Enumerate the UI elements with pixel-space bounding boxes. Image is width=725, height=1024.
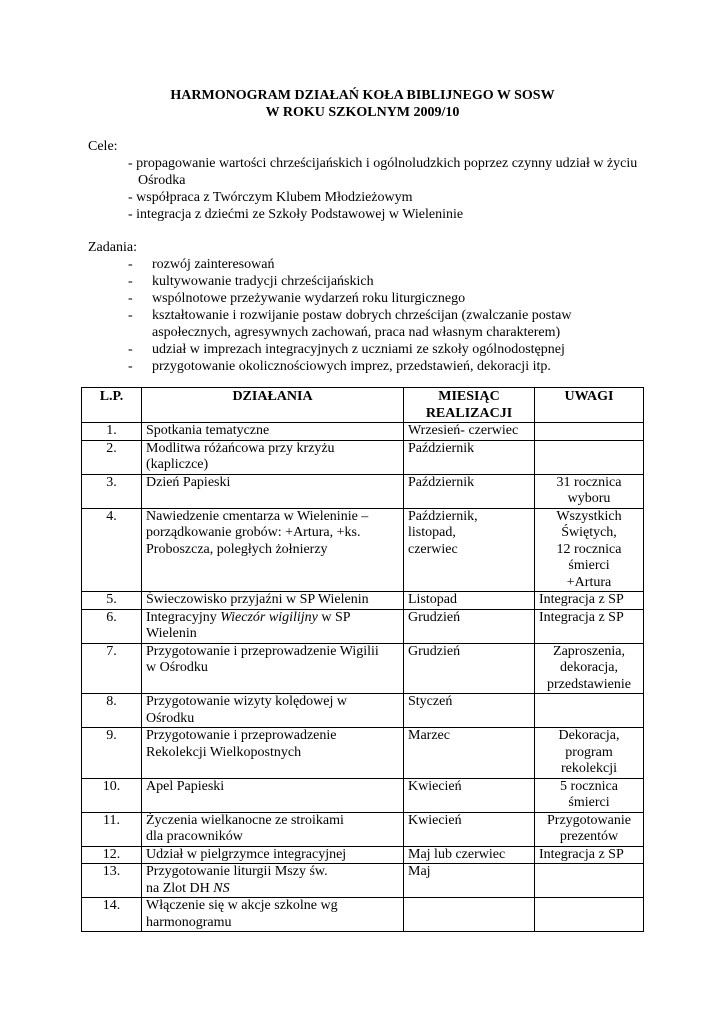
cell-lp: 1. (82, 423, 142, 441)
cell-text-italic: Wieczór wigilijny (220, 609, 318, 625)
task-item: - kształtowanie i rozwijanie postaw dobrych chrześcijan (zwalczanie postaw aspołecznych, agresywnych zachowań, praca nad własnym charakterem) (128, 308, 572, 340)
goal-item: - współpraca z Twórczym Klubem Młodzieżowym (128, 190, 413, 205)
task-item: - kultywowanie tradycji chrześcijańskich (128, 274, 374, 289)
cell-month (404, 864, 535, 898)
cell-line: Maj lub czerwiec (408, 846, 506, 862)
cell-notes (535, 812, 644, 846)
table-row (82, 643, 644, 694)
cell-text-italic: NS (213, 880, 230, 896)
cell-month (404, 694, 535, 728)
table-row (82, 898, 644, 932)
cell-line: harmonogramu (146, 914, 232, 930)
cell-action (142, 508, 404, 592)
cell-line: Świętych, (561, 525, 617, 540)
cell-action (142, 864, 404, 898)
goal-item: - propagowanie wartości chrześcijańskich i ogólnoludzkich poprzez czynny udział w życiu Ośrodka (128, 156, 638, 188)
tasks-list (128, 256, 648, 375)
cell-line: Marzec (408, 728, 450, 743)
cell-line: Włączenie się w akcje szkolne wg (146, 898, 338, 913)
cell-lp: 8. (82, 694, 142, 728)
cell-line: porządkowanie grobów: +Artura, +ks. (146, 525, 361, 540)
cell-action (142, 812, 404, 846)
cell-notes (535, 846, 644, 864)
cell-month (404, 474, 535, 508)
cell-line: Kwiecień (408, 812, 462, 828)
cell-month (404, 898, 535, 932)
cell-action (142, 592, 404, 610)
cell-notes (535, 423, 644, 441)
header-notes: UWAGI (535, 388, 644, 423)
cell-lp: 14. (82, 898, 142, 932)
cell-line: Udział w pielgrzymce integracyjnej (146, 846, 347, 862)
cell-action (142, 643, 404, 694)
cell-line: prezentów (559, 829, 619, 844)
cell-line: Grudzień (408, 609, 461, 625)
cell-line: Dzień Papieski (146, 474, 231, 490)
cell-text: Integracyjny (146, 609, 221, 625)
cell-line: program (565, 744, 613, 760)
cell-line: Proboszcza, poległych żołnierzy (146, 541, 328, 557)
cell-line: Przygotowanie i przeprowadzenie (146, 728, 337, 743)
cell-line: Wrzesień- czerwiec (408, 423, 519, 438)
cell-line: Apel Papieski (146, 778, 225, 794)
cell-action (142, 609, 404, 643)
cell-line: dekoracja, (560, 660, 618, 675)
cell-line: Przygotowanie wizyty kolędowej w (146, 694, 348, 709)
cell-notes (535, 474, 644, 508)
table-header-row (82, 388, 644, 423)
cell-line: Grudzień (408, 643, 461, 659)
cell-line: Nawiedzenie cmentarza w Wieleninie – (146, 508, 369, 524)
cell-month (404, 592, 535, 610)
cell-lp: 11. (82, 812, 142, 846)
cell-line: Przygotowanie i przeprowadzenie Wigilii (146, 643, 379, 659)
cell-month (404, 846, 535, 864)
tasks-label: Zadania: (88, 240, 137, 255)
table-row (82, 474, 644, 508)
cell-notes (535, 609, 644, 643)
table-row (82, 609, 644, 643)
cell-lp: 13. (82, 864, 142, 898)
table-row (82, 846, 644, 864)
cell-line: (kapliczce) (146, 457, 209, 472)
cell-lp: 3. (82, 474, 142, 508)
task-item: - rozwój zainteresowań (128, 257, 275, 272)
document-subtitle: W ROKU SZKOLNYM 2009/10 (265, 105, 460, 120)
cell-line: Modlitwa różańcowa przy krzyżu (146, 440, 335, 456)
cell-lp: 12. (82, 846, 142, 864)
schedule-table (81, 387, 644, 932)
table-row (82, 778, 644, 812)
cell-line: Świeczowisko przyjaźni w SP Wielenin (146, 592, 369, 607)
table-row (82, 864, 644, 898)
goals-label: Cele: (88, 139, 118, 154)
cell-line: śmierci (568, 558, 610, 573)
cell-action (142, 423, 404, 441)
cell-line: Wielenin (146, 626, 197, 641)
cell-line: Wszystkich (556, 508, 622, 524)
cell-lp: 2. (82, 440, 142, 474)
cell-line: listopad, (408, 525, 456, 540)
cell-action (142, 474, 404, 508)
cell-month (404, 643, 535, 694)
cell-month (404, 609, 535, 643)
cell-month (404, 440, 535, 474)
cell-line: przedstawienie (547, 676, 631, 692)
cell-month (404, 728, 535, 779)
cell-lp: 4. (82, 508, 142, 592)
table-row (82, 423, 644, 441)
cell-line: czerwiec (408, 541, 458, 557)
table-row (82, 694, 644, 728)
table-row (82, 812, 644, 846)
cell-line: 31 rocznica (556, 474, 622, 490)
cell-line: Zaproszenia, (553, 643, 625, 659)
cell-lp: 7. (82, 643, 142, 694)
cell-line: Integracja z SP (539, 609, 624, 625)
cell-line: Kwiecień (408, 778, 462, 794)
cell-line: Integracja z SP (539, 846, 624, 862)
cell-line: Październik, (408, 508, 478, 524)
cell-lp: 9. (82, 728, 142, 779)
cell-line: Rekolekcji Wielkopostnych (146, 744, 302, 760)
cell-line: +Artura (566, 574, 612, 590)
cell-action (142, 694, 404, 728)
cell-line: śmierci (568, 795, 610, 810)
cell-line: w Ośrodku (146, 660, 208, 675)
cell-notes (535, 440, 644, 474)
cell-action (142, 440, 404, 474)
cell-notes (535, 728, 644, 779)
cell-line: dla pracowników (146, 829, 243, 844)
cell-notes (535, 778, 644, 812)
cell-line: Życzenia wielkanocne ze stroikami (146, 812, 344, 828)
cell-notes (535, 508, 644, 592)
header-month: MIESIĄC REALIZACJI (404, 388, 535, 423)
header-actions: DZIAŁANIA (142, 388, 404, 423)
goal-item: - integracja z dziećmi ze Szkoły Podstawowej w Wieleninie (128, 207, 464, 222)
cell-line: Przygotowanie (547, 812, 631, 828)
cell-action (142, 898, 404, 932)
cell-notes (535, 592, 644, 610)
cell-notes (535, 864, 644, 898)
table-row (82, 592, 644, 610)
table-row (82, 440, 644, 474)
cell-text: w SP (317, 609, 351, 625)
cell-action (142, 728, 404, 779)
cell-line: rekolekcji (561, 761, 617, 776)
cell-lp: 5. (82, 592, 142, 610)
cell-line: Październik (408, 474, 475, 490)
goals-list (128, 155, 648, 223)
cell-line: 12 rocznica (556, 541, 622, 557)
header-lp: L.P. (82, 388, 142, 423)
cell-line: Spotkania tematyczne (146, 423, 270, 438)
cell-notes (535, 643, 644, 694)
cell-notes (535, 898, 644, 932)
cell-month (404, 812, 535, 846)
cell-action (142, 778, 404, 812)
task-item: - wspólnotowe przeżywanie wydarzeń roku liturgicznego (128, 291, 466, 306)
cell-notes (535, 694, 644, 728)
cell-line: Ośrodku (146, 710, 195, 726)
cell-line: Dekoracja, (558, 728, 620, 743)
cell-month (404, 508, 535, 592)
cell-month (404, 778, 535, 812)
table-row (82, 508, 644, 592)
cell-line: wyboru (567, 491, 611, 506)
cell-line: Integracja z SP (539, 592, 624, 607)
table-row (82, 728, 644, 779)
cell-line: 5 rocznica (560, 778, 618, 794)
cell-line: Styczeń (408, 694, 453, 709)
cell-line: Maj (408, 864, 431, 879)
cell-lp: 10. (82, 778, 142, 812)
cell-action (142, 846, 404, 864)
task-item: - przygotowanie okolicznościowych imprez, przedstawień, dekoracji itp. (128, 359, 551, 374)
cell-line: Listopad (408, 592, 457, 607)
cell-line: Przygotowanie liturgii Mszy św. (146, 864, 328, 879)
cell-lp: 6. (82, 609, 142, 643)
cell-text: na Zlot DH (146, 880, 214, 896)
cell-month (404, 423, 535, 441)
document-title: HARMONOGRAM DZIAŁAŃ KOŁA BIBLIJNEGO W SOSW (170, 88, 555, 103)
cell-line: Październik (408, 440, 475, 456)
task-item: - udział w imprezach integracyjnych z uczniami ze szkoły ogólnodostępnej (128, 342, 565, 357)
